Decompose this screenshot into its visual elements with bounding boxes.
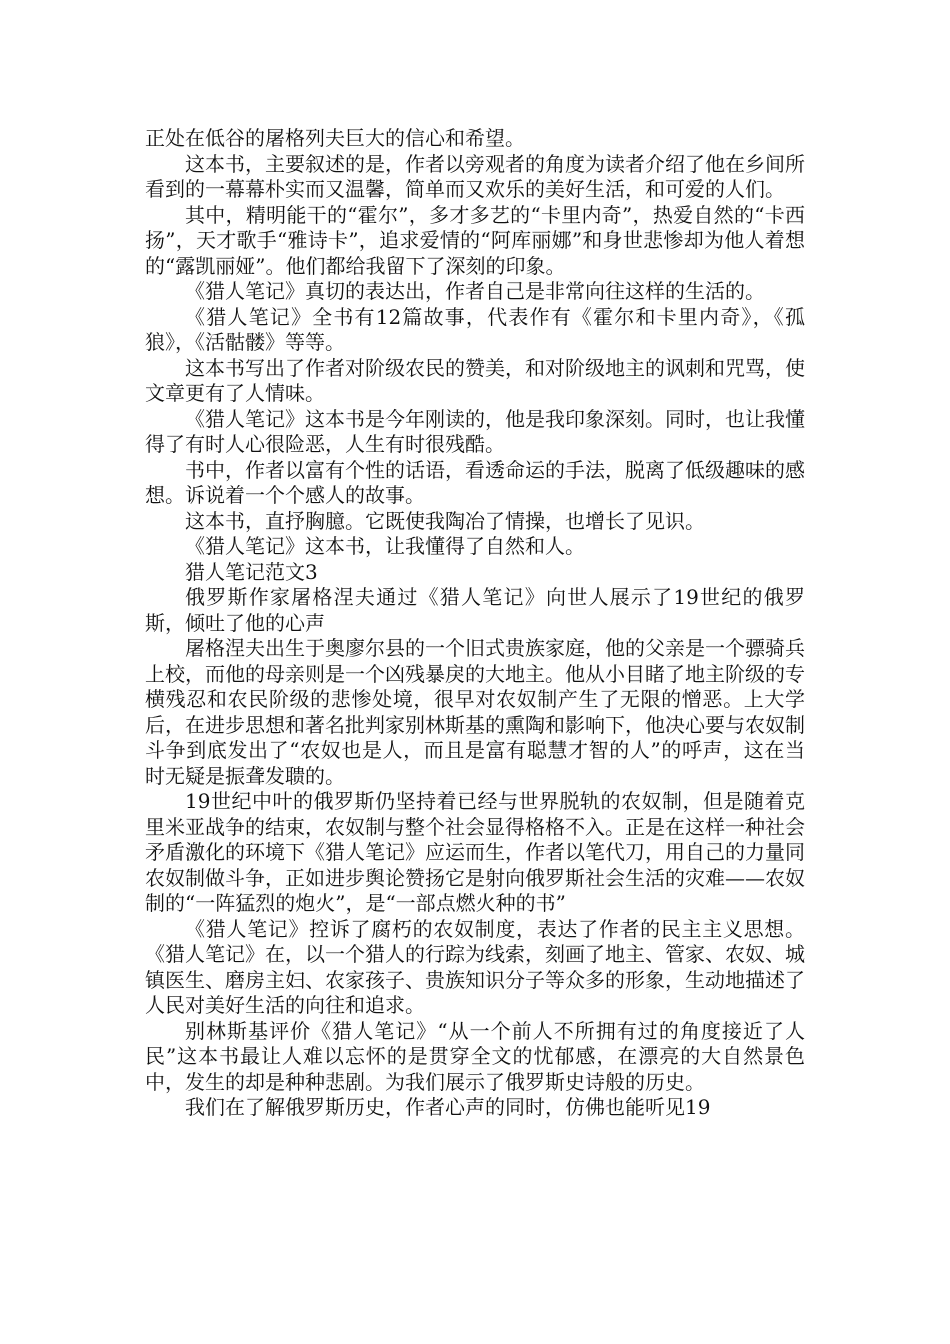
- section-heading: 猎人笔记范文3: [185, 559, 318, 584]
- paragraph: 别林斯基评价《猎人笔记》“从一个前人不所拥有过的角度接近了人民”这本书最让人难以忘怀的是贯穿全文的忧郁感，在漂亮的大自然景色中，发生的却是种种悲剧。为我们展示了俄罗斯史诗般的历史。: [145, 1018, 805, 1094]
- paragraph: 《猎人笔记》全书有12篇故事，代表作有《霍尔和卡里内奇》，《孤狼》，《活骷髅》等等。: [145, 304, 805, 354]
- paragraph: 19世纪中叶的俄罗斯仍坚持着已经与世界脱轨的农奴制，但是随着克里米亚战争的结束，农奴制与整个社会显得格格不入。正是在这样一种社会矛盾激化的环境下《猎人笔记》应运而生，作者以笔代刀，用自己的力量同农奴制做斗争，正如进步舆论赞扬它是射向俄罗斯社会生活的灾难——农奴制的“一阵猛烈的炮火”，是“一部点燃火种的书”: [145, 789, 805, 915]
- paragraph: 《猎人笔记》控诉了腐朽的农奴制度，表达了作者的民主主义思想。《猎人笔记》在，以一个猎人的行踪为线索，刻画了地主、管家、农奴、城镇医生、磨房主妇、农家孩子、贵族知识分子等众多的形象，生动地描述了人民对美好生活的向往和追求。: [145, 916, 805, 1017]
- paragraph: 《猎人笔记》这本书是今年刚读的，他是我印象深刻。同时，也让我懂得了有时人心很险恶，人生有时很残酷。: [145, 406, 805, 456]
- paragraph: 这本书写出了作者对阶级农民的赞美，和对阶级地主的讽刺和咒骂，使文章更有了人情味。: [145, 355, 805, 405]
- paragraph: 《猎人笔记》这本书，让我懂得了自然和人。: [185, 534, 585, 558]
- paragraph: 正处在低谷的屠格列夫巨大的信心和希望。: [145, 126, 525, 150]
- paragraph: 书中，作者以富有个性的话语，看透命运的手法，脱离了低级趣味的感想。诉说着一个个感人的故事。: [145, 457, 805, 507]
- document-body: [145, 126, 805, 1121]
- paragraph: 这本书，直抒胸臆。它既使我陶冶了情操，也增长了见识。: [185, 508, 705, 533]
- paragraph: 这本书，主要叙述的是，作者以旁观者的角度为读者介绍了他在乡间所看到的一幕幕朴实而又温馨，简单而又欢乐的美好生活，和可爱的人们。: [145, 151, 805, 201]
- paragraph: 《猎人笔记》真切的表达出，作者自己是非常向往这样的生活的。: [185, 279, 765, 303]
- paragraph: 俄罗斯作家屠格涅夫通过《猎人笔记》向世人展示了19世纪的俄罗斯，倾吐了他的心声: [145, 585, 805, 635]
- paragraph: 我们在了解俄罗斯历史，作者心声的同时，仿佛也能听见19: [185, 1095, 711, 1119]
- paragraph: 其中，精明能干的“霍尔”，多才多艺的“卡里内奇”，热爱自然的“卡西扬”，天才歌手“雅诗卡”，追求爱情的“阿库丽娜”和身世悲惨却为他人着想的“露凯丽娅”。他们都给我留下了深刻的印象。: [145, 202, 805, 278]
- paragraph: 屠格涅夫出生于奥廖尔县的一个旧式贵族家庭，他的父亲是一个骠骑兵上校，而他的母亲则是一个凶残暴戾的大地主。他从小目睹了地主阶级的专横残忍和农民阶级的悲惨处境，很早对农奴制产生了无限的憎恶。上大学后，在进步思想和著名批判家别林斯基的熏陶和影响下，他决心要与农奴制斗争到底发出了“农奴也是人，而且是富有聪慧才智的人”的呼声，这在当时无疑是振聋发聩的。: [145, 636, 805, 788]
